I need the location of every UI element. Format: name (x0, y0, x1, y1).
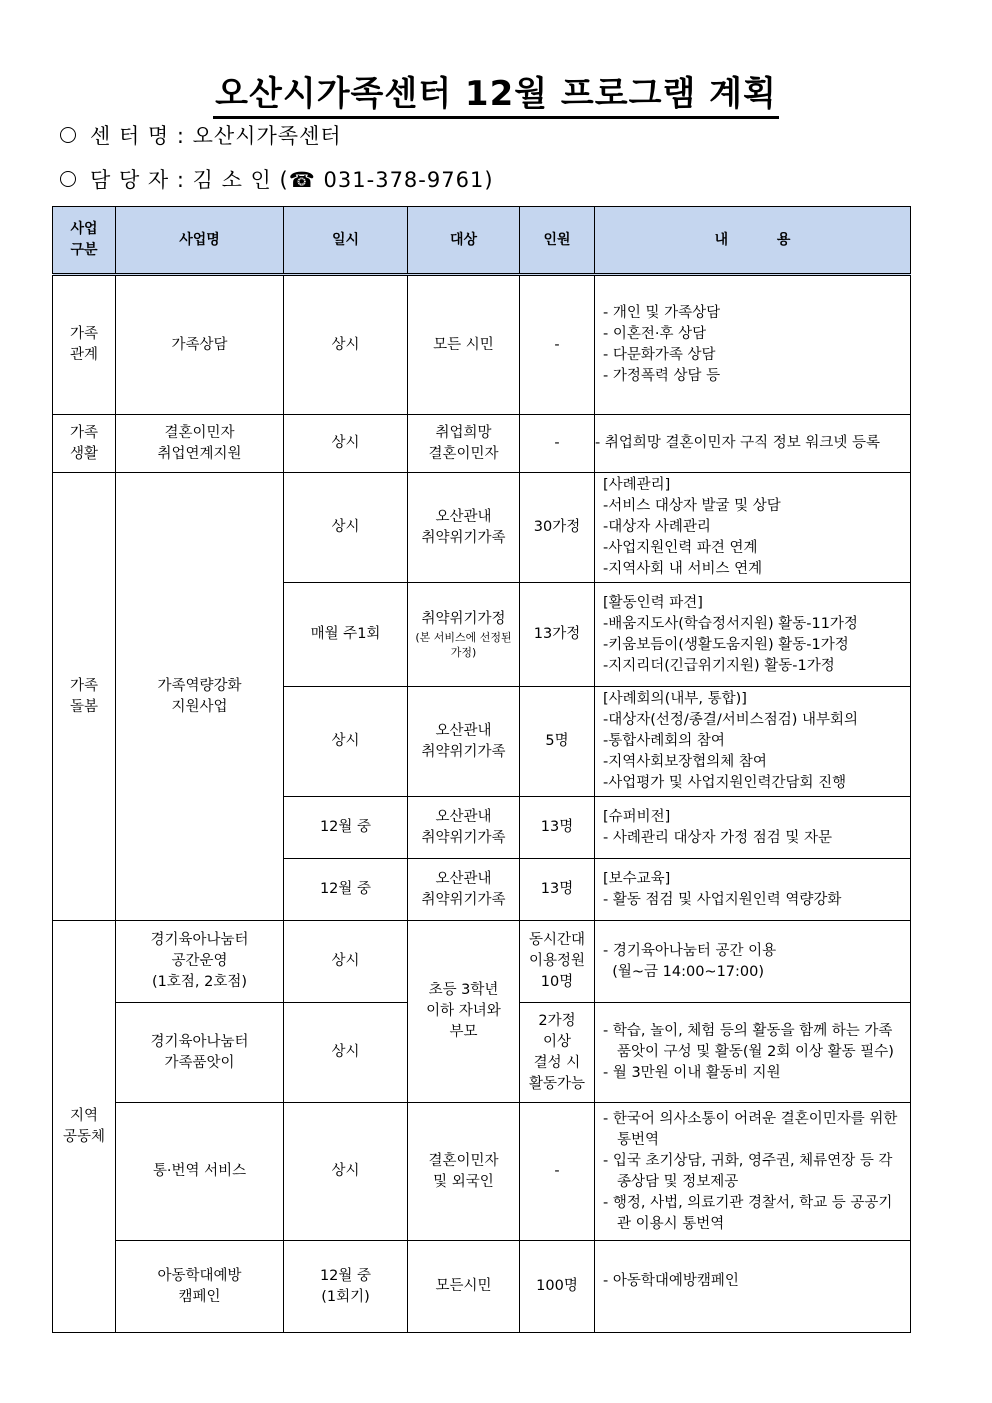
count-cell: - (520, 1103, 595, 1241)
date-cell: 매월 주1회 (284, 583, 408, 687)
target-cell: 취업희망 결혼이민자 (408, 415, 520, 473)
category-cell: 지역 공동체 (53, 921, 116, 1333)
header-target: 대상 (408, 207, 520, 275)
content-cell: [슈퍼비전] - 사례관리 대상자 가정 점검 및 자문 (595, 797, 911, 859)
date-cell: 상시 (284, 1003, 408, 1103)
target-cell: 오산관내 취약위기가족 (408, 473, 520, 583)
count-cell: 100명 (520, 1241, 595, 1333)
target-cell: 오산관내 취약위기가족 (408, 859, 520, 921)
date-cell: 12월 중 (1회기) (284, 1241, 408, 1333)
content-cell: [사례관리] -서비스 대상자 발굴 및 상담 -대상자 사례관리 -사업지원인력 파견 연계 -지역사회 내 서비스 연계 (595, 473, 911, 583)
category-cell: 가족 관계 (53, 275, 116, 415)
date-cell: 상시 (284, 921, 408, 1003)
header-date: 일시 (284, 207, 408, 275)
program-table (52, 206, 911, 1333)
date-cell: 상시 (284, 473, 408, 583)
phone-number: ☎ 031-378-9761 (288, 168, 485, 192)
count-cell: 2가정 이상 결성 시 활동가능 (520, 1003, 595, 1103)
manager-info: 담 당 자 : 김 소 인 (☎ 031-378-9761) (60, 164, 494, 194)
center-name: 센 터 명 : 오산시가족센터 (90, 124, 342, 148)
target-text: 취약위기가정 (421, 611, 506, 627)
category-cell: 가족 돌봄 (53, 473, 116, 921)
circle-bullet-icon (60, 127, 76, 143)
program-name-cell: 가족역량강화 지원사업 (116, 473, 284, 921)
table-row (53, 275, 911, 415)
count-cell: 5명 (520, 687, 595, 797)
count-cell: 13명 (520, 859, 595, 921)
program-name-cell: 아동학대예방 캠페인 (116, 1241, 284, 1333)
content-cell: - 학습, 놀이, 체험 등의 활동을 함께 하는 가족품앗이 구성 및 활동(월 2회 이상 활동 필수) - 월 3만원 이내 활동비 지원 (595, 1003, 911, 1103)
table-row (53, 415, 911, 473)
content-cell: [보수교육] - 활동 점검 및 사업지원인력 역량강화 (595, 859, 911, 921)
date-cell: 12월 중 (284, 797, 408, 859)
table-row (53, 921, 911, 1003)
target-note: (본 서비스에 선정된 가정) (415, 631, 512, 659)
date-cell: 상시 (284, 687, 408, 797)
target-cell: 모든시민 (408, 1241, 520, 1333)
content-cell: - 개인 및 가족상담 - 이혼전·후 상담 - 다문화가족 상담 - 가정폭력 상담 등 (595, 275, 911, 415)
date-cell: 상시 (284, 275, 408, 415)
circle-bullet-icon (60, 171, 76, 187)
program-name-cell: 통·번역 서비스 (116, 1103, 284, 1241)
count-cell: 동시간대 이용정원 10명 (520, 921, 595, 1003)
content-cell: [활동인력 파견] -배움지도사(학습정서지원) 활동-11가정 -키움보듬이(생활도움지원) 활동-1가정 -지지리더(긴급위기지원) 활동-1가정 (595, 583, 911, 687)
content-cell: - 경기육아나눔터 공간 이용 (월~금 14:00~17:00) (595, 921, 911, 1003)
date-cell: 12월 중 (284, 859, 408, 921)
program-name-cell: 경기육아나눔터 가족품앗이 (116, 1003, 284, 1103)
content-cell: - 아동학대예방캠페인 (595, 1241, 911, 1333)
target-cell: 초등 3학년 이하 자녀와 부모 (408, 921, 520, 1103)
count-cell: 13가정 (520, 583, 595, 687)
target-cell: 결혼이민자 및 외국인 (408, 1103, 520, 1241)
program-name-cell: 가족상담 (116, 275, 284, 415)
date-cell: 상시 (284, 415, 408, 473)
header-content: 내 용 (595, 207, 911, 275)
center-info (60, 120, 342, 150)
content-cell: [사례회의(내부, 통합)] -대상자(선정/종결/서비스점검) 내부회의 -통합사례회의 참여 -지역사회보장협의체 참여 -사업평가 및 사업지원인력간담회 진행 (595, 687, 911, 797)
header-category: 사업 구분 (53, 207, 116, 275)
target-cell (408, 583, 520, 687)
content-cell: - 취업희망 결혼이민자 구직 정보 워크넷 등록 (595, 415, 911, 473)
program-name-cell: 경기육아나눔터 공간운영 (1호점, 2호점) (116, 921, 284, 1003)
date-cell: 상시 (284, 1103, 408, 1241)
count-cell: - (520, 415, 595, 473)
header-name: 사업명 (116, 207, 284, 275)
count-cell: 30가정 (520, 473, 595, 583)
table-row (53, 1103, 911, 1241)
target-cell: 오산관내 취약위기가족 (408, 797, 520, 859)
category-cell: 가족 생활 (53, 415, 116, 473)
program-name-cell: 결혼이민자 취업연계지원 (116, 415, 284, 473)
table-row (53, 473, 911, 583)
header-count: 인원 (520, 207, 595, 275)
target-cell: 모든 시민 (408, 275, 520, 415)
table-row (53, 1241, 911, 1333)
count-cell: - (520, 275, 595, 415)
header-row (53, 207, 911, 275)
manager-name: 담 당 자 : 김 소 인 ( (90, 168, 289, 192)
page-title: 오산시가족센터 12월 프로그램 계획 (0, 66, 992, 115)
content-cell: - 한국어 의사소통이 어려운 결혼이민자를 위한 통번역 - 입국 초기상담, 귀화, 영주권, 체류연장 등 각종상담 및 정보제공 - 행정, 사법, 의료기관 경찰서, 학교 등 공공기관 이용시 통번역 (595, 1103, 911, 1241)
target-cell: 오산관내 취약위기가족 (408, 687, 520, 797)
count-cell: 13명 (520, 797, 595, 859)
